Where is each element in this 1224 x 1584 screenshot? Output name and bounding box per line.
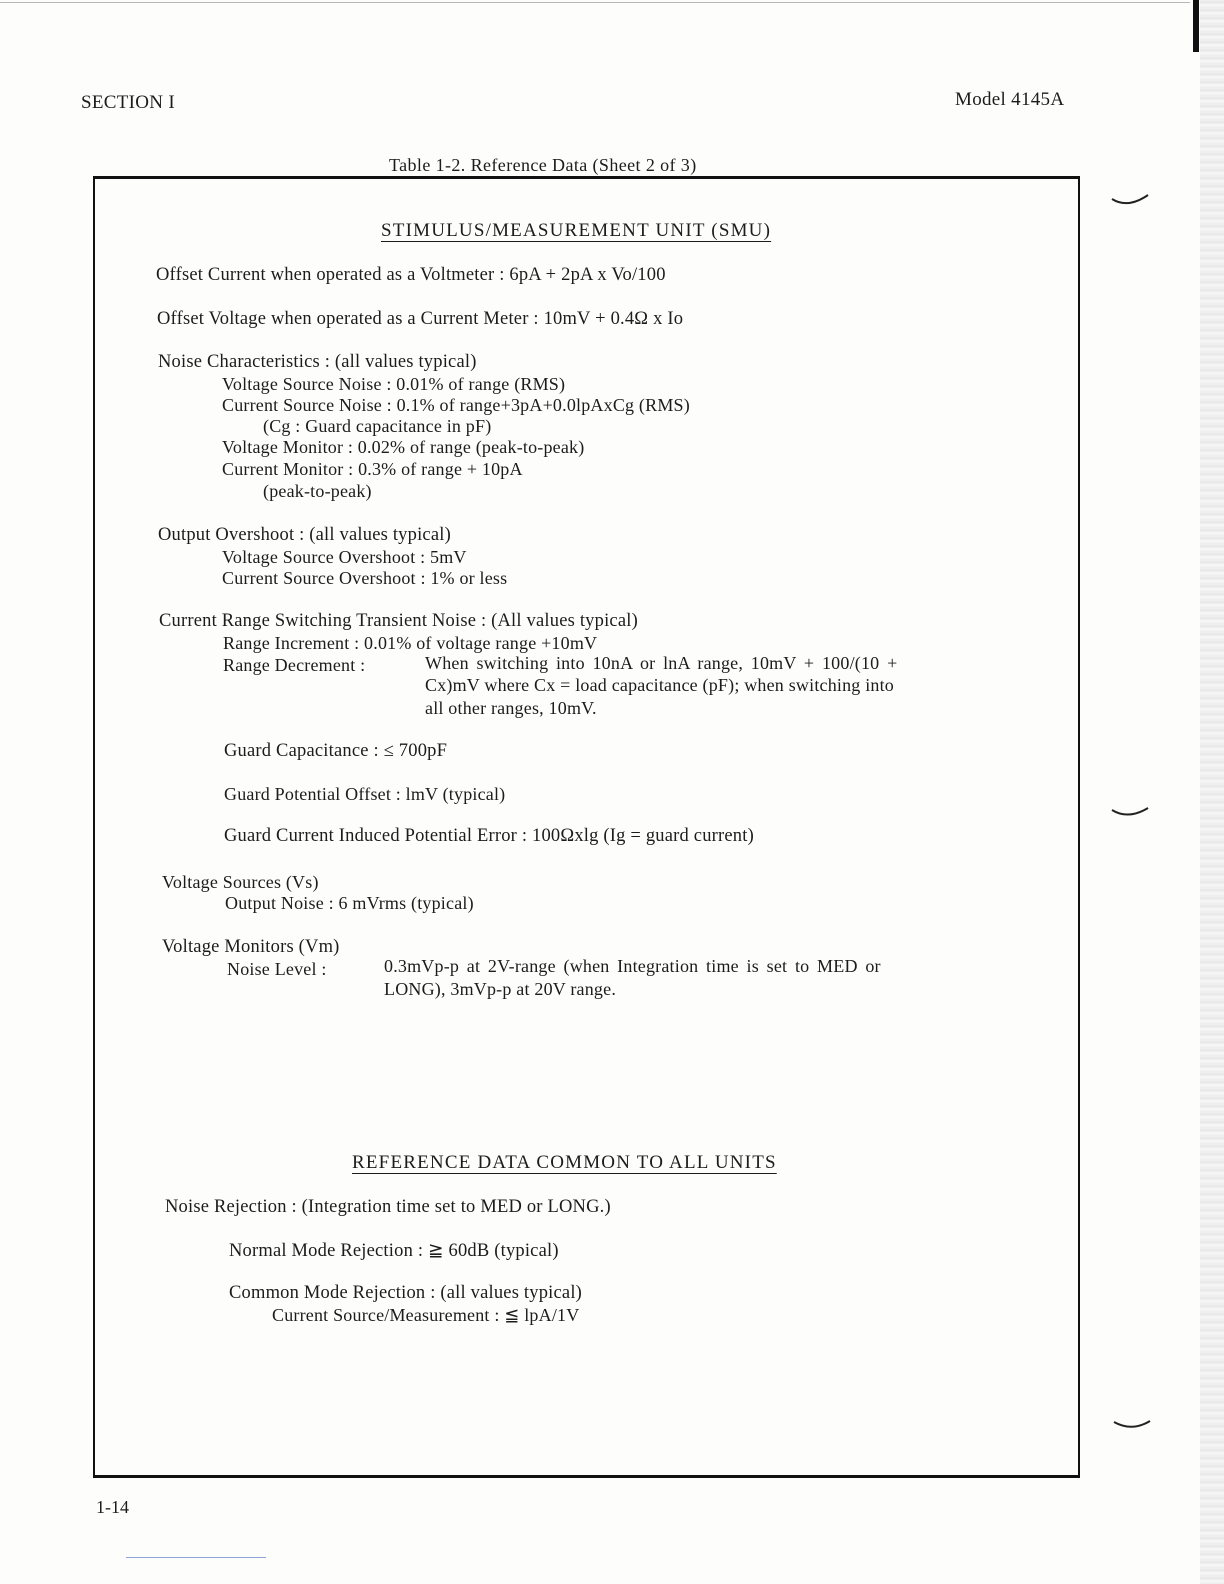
smu-title: STIMULUS/MEASUREMENT UNIT (SMU) xyxy=(381,220,772,241)
noise-heading: Noise Characteristics : (all values typical) xyxy=(158,352,477,372)
overshoot-heading: Output Overshoot : (all values typical) xyxy=(158,525,451,545)
offset-current: Offset Current when operated as a Voltmeter : 6pA + 2pA x Vo/100 xyxy=(156,265,666,285)
scan-edge-mark xyxy=(1193,0,1199,52)
noise-level-line: LONG), 3mVp-p at 20V range. xyxy=(384,979,617,999)
noise-level-line: 0.3mVp-p at 2V-range (when Integration time is set to MED or xyxy=(384,956,881,976)
guard-capacitance: Guard Capacitance : ≤ 700pF xyxy=(224,741,448,761)
common-mode-rejection: Common Mode Rejection : (all values typical) xyxy=(229,1283,583,1303)
scan-artifact-line xyxy=(126,1557,266,1558)
section-label: SECTION I xyxy=(81,92,175,113)
normal-mode-rejection: Normal Mode Rejection : ≧ 60dB (typical) xyxy=(229,1241,559,1261)
top-scan-line xyxy=(0,2,1190,3)
current-monitor-noise: Current Monitor : 0.3% of range + 10pA xyxy=(222,459,523,479)
range-decrement-line: When switching into 10nA or lnA range, 10mV + 100/(10 + xyxy=(425,653,898,673)
cg-note: (Cg : Guard capacitance in pF) xyxy=(263,416,492,436)
noise-level-label: Noise Level : xyxy=(227,959,327,979)
scan-edge-strip xyxy=(1200,0,1224,1584)
noise-rejection: Noise Rejection : (Integration time set to MED or LONG.) xyxy=(165,1197,611,1217)
range-decrement-label: Range Decrement : xyxy=(223,655,366,675)
current-monitor-note: (peak-to-peak) xyxy=(263,481,372,501)
range-increment: Range Increment : 0.01% of voltage range +10mV xyxy=(223,633,598,653)
voltage-source-noise: Voltage Source Noise : 0.01% of range (RMS) xyxy=(222,374,566,394)
model-label: Model 4145A xyxy=(955,89,1065,110)
binder-curl-mark xyxy=(1112,1418,1152,1432)
output-noise: Output Noise : 6 mVrms (typical) xyxy=(225,893,474,913)
current-overshoot: Current Source Overshoot : 1% or less xyxy=(222,568,508,588)
voltage-monitor-noise: Voltage Monitor : 0.02% of range (peak-to-peak) xyxy=(222,437,585,457)
page-number: 1-14 xyxy=(96,1497,129,1517)
switching-heading: Current Range Switching Transient Noise : (All values typical) xyxy=(159,611,638,631)
table-caption: Table 1-2. Reference Data (Sheet 2 of 3) xyxy=(389,155,697,175)
guard-potential-offset: Guard Potential Offset : lmV (typical) xyxy=(224,784,506,804)
range-decrement-line: all other ranges, 10mV. xyxy=(425,698,597,718)
binder-curl-mark xyxy=(1110,806,1150,820)
current-source-measurement: Current Source/Measurement : ≦ lpA/1V xyxy=(272,1305,580,1325)
voltage-overshoot: Voltage Source Overshoot : 5mV xyxy=(222,547,467,567)
range-decrement-line: Cx)mV where Cx = load capacitance (pF); when switching into xyxy=(425,675,895,695)
common-title: REFERENCE DATA COMMON TO ALL UNITS xyxy=(352,1152,777,1173)
guard-induced-error: Guard Current Induced Potential Error : 100Ωxlg (Ig = guard current) xyxy=(224,826,754,846)
current-source-noise: Current Source Noise : 0.1% of range+3pA+0.0lpAxCg (RMS) xyxy=(222,395,690,415)
binder-curl-mark xyxy=(1110,193,1150,207)
voltage-monitors-heading: Voltage Monitors (Vm) xyxy=(162,937,340,957)
voltage-sources-heading: Voltage Sources (Vs) xyxy=(162,872,319,892)
offset-voltage: Offset Voltage when operated as a Current Meter : 10mV + 0.4Ω x Io xyxy=(157,309,684,329)
